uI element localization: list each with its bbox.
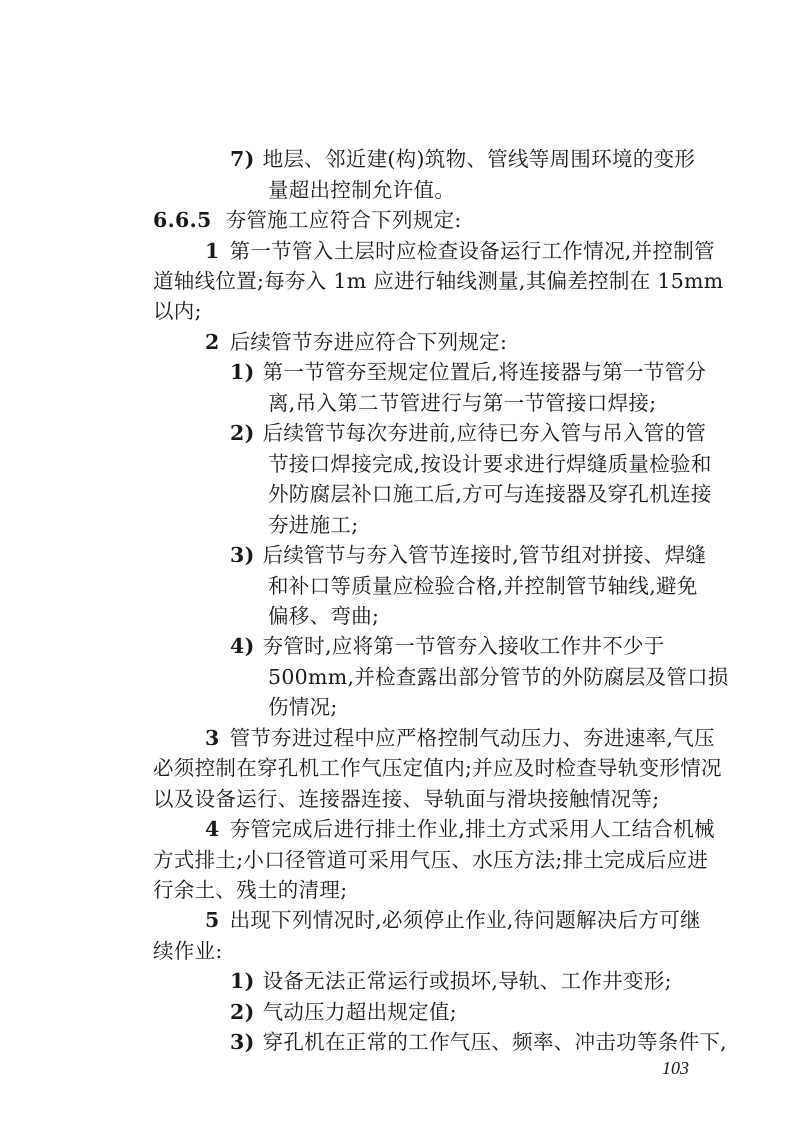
- text-line: 穿孔机在正常的工作气压、频率、冲击功等条件下,: [262, 1030, 727, 1054]
- text-line: 500mm,并检查露出部分管节的外防腐层及管口损: [268, 665, 729, 689]
- list-item: [230, 419, 706, 447]
- text-line: 续作业:: [153, 939, 223, 963]
- text-line: 夯管时,应将第一节管夯入接收工作井不少于: [262, 634, 665, 658]
- paragraph: [205, 724, 715, 752]
- item-number: 2): [230, 1000, 255, 1024]
- paragraph: [205, 906, 701, 934]
- paragraph: [205, 328, 507, 356]
- text-line: 夯管完成后进行排土作业,排土方式采用人工结合机械: [229, 817, 715, 841]
- text-line: 夯管施工应符合下列规定:: [225, 208, 462, 232]
- text-line: 出现下列情况时,必须停止作业,待问题解决后方可继: [229, 908, 701, 932]
- text-line: 第一节管夯至规定位置后,将连接器与第一节管分: [262, 360, 707, 384]
- text-line: 夯进施工;: [268, 513, 359, 537]
- text-line: 后续管节每次夯进前,应待已夯入管与吊入管的管: [262, 421, 707, 445]
- text-line: 离,吊入第二节管进行与第一节管接口焊接;: [268, 391, 657, 415]
- text-line: 以及设备运行、连接器连接、导轨面与滑块接触情况等;: [153, 787, 660, 811]
- list-item: [230, 1028, 727, 1056]
- item-number: 1): [230, 360, 255, 384]
- list-item: [230, 967, 672, 995]
- item-number: 2): [230, 421, 255, 445]
- item-number: 3): [230, 1030, 255, 1054]
- text-line: 道轴线位置;每夯入 1m 应进行轴线测量,其偏差控制在 15mm: [153, 269, 724, 293]
- item-number: 7): [230, 147, 255, 171]
- text-line: 以内;: [153, 299, 202, 323]
- list-item: [230, 632, 665, 660]
- list-item: [230, 541, 706, 569]
- page-number: 103: [662, 1058, 689, 1078]
- text-line: 和补口等质量应检验合格,并控制管节轴线,避免: [268, 574, 698, 598]
- text-line: 第一节管入土层时应检查设备运行工作情况,并控制管: [229, 239, 715, 263]
- text-line: 管节夯进过程中应严格控制气动压力、夯进速率,气压: [229, 726, 715, 750]
- item-number: 1: [205, 239, 220, 263]
- section-number: 6.6.5: [153, 208, 212, 232]
- text-line: 偏移、弯曲;: [268, 604, 380, 628]
- text-line: 量超出控制允许值。: [268, 178, 456, 202]
- text-line: 设备无法正常运行或损坏,导轨、工作井变形;: [262, 969, 672, 993]
- item-number: 4: [205, 817, 220, 841]
- text-line: 行余土、残土的清理;: [153, 878, 348, 902]
- paragraph: [205, 237, 715, 265]
- section-heading: [153, 206, 462, 234]
- item-number: 3): [230, 543, 255, 567]
- text-line: 必须控制在穿孔机工作气压定值内;并应及时检查导轨变形情况: [153, 756, 722, 780]
- item-number: 3: [205, 726, 220, 750]
- list-item: [230, 998, 457, 1026]
- text-line: 外防腐层补口施工后,方可与连接器及穿孔机连接: [268, 482, 712, 506]
- list-item: [230, 358, 706, 386]
- text-line: 伤情况;: [268, 695, 338, 719]
- text-line: 后续管节夯进应符合下列规定:: [229, 330, 508, 354]
- text-line: 气动压力超出规定值;: [262, 1000, 457, 1024]
- paragraph: [205, 815, 715, 843]
- item-number: 5: [205, 908, 220, 932]
- text-line: 方式排土;小口径管道可采用气压、水压方法;排土完成后应进: [153, 848, 709, 872]
- item-number: 1): [230, 969, 255, 993]
- text-line: 后续管节与夯入管节连接时,管节组对拼接、焊缝: [262, 543, 707, 567]
- text-line: 节接口焊接完成,按设计要求进行焊缝质量检验和: [268, 452, 712, 476]
- list-item: [230, 145, 750, 173]
- item-number: 4): [230, 634, 255, 658]
- text-line: 地层、邻近建(构)筑物、管线等周围环境的变形: [262, 147, 696, 171]
- item-number: 2: [205, 330, 220, 354]
